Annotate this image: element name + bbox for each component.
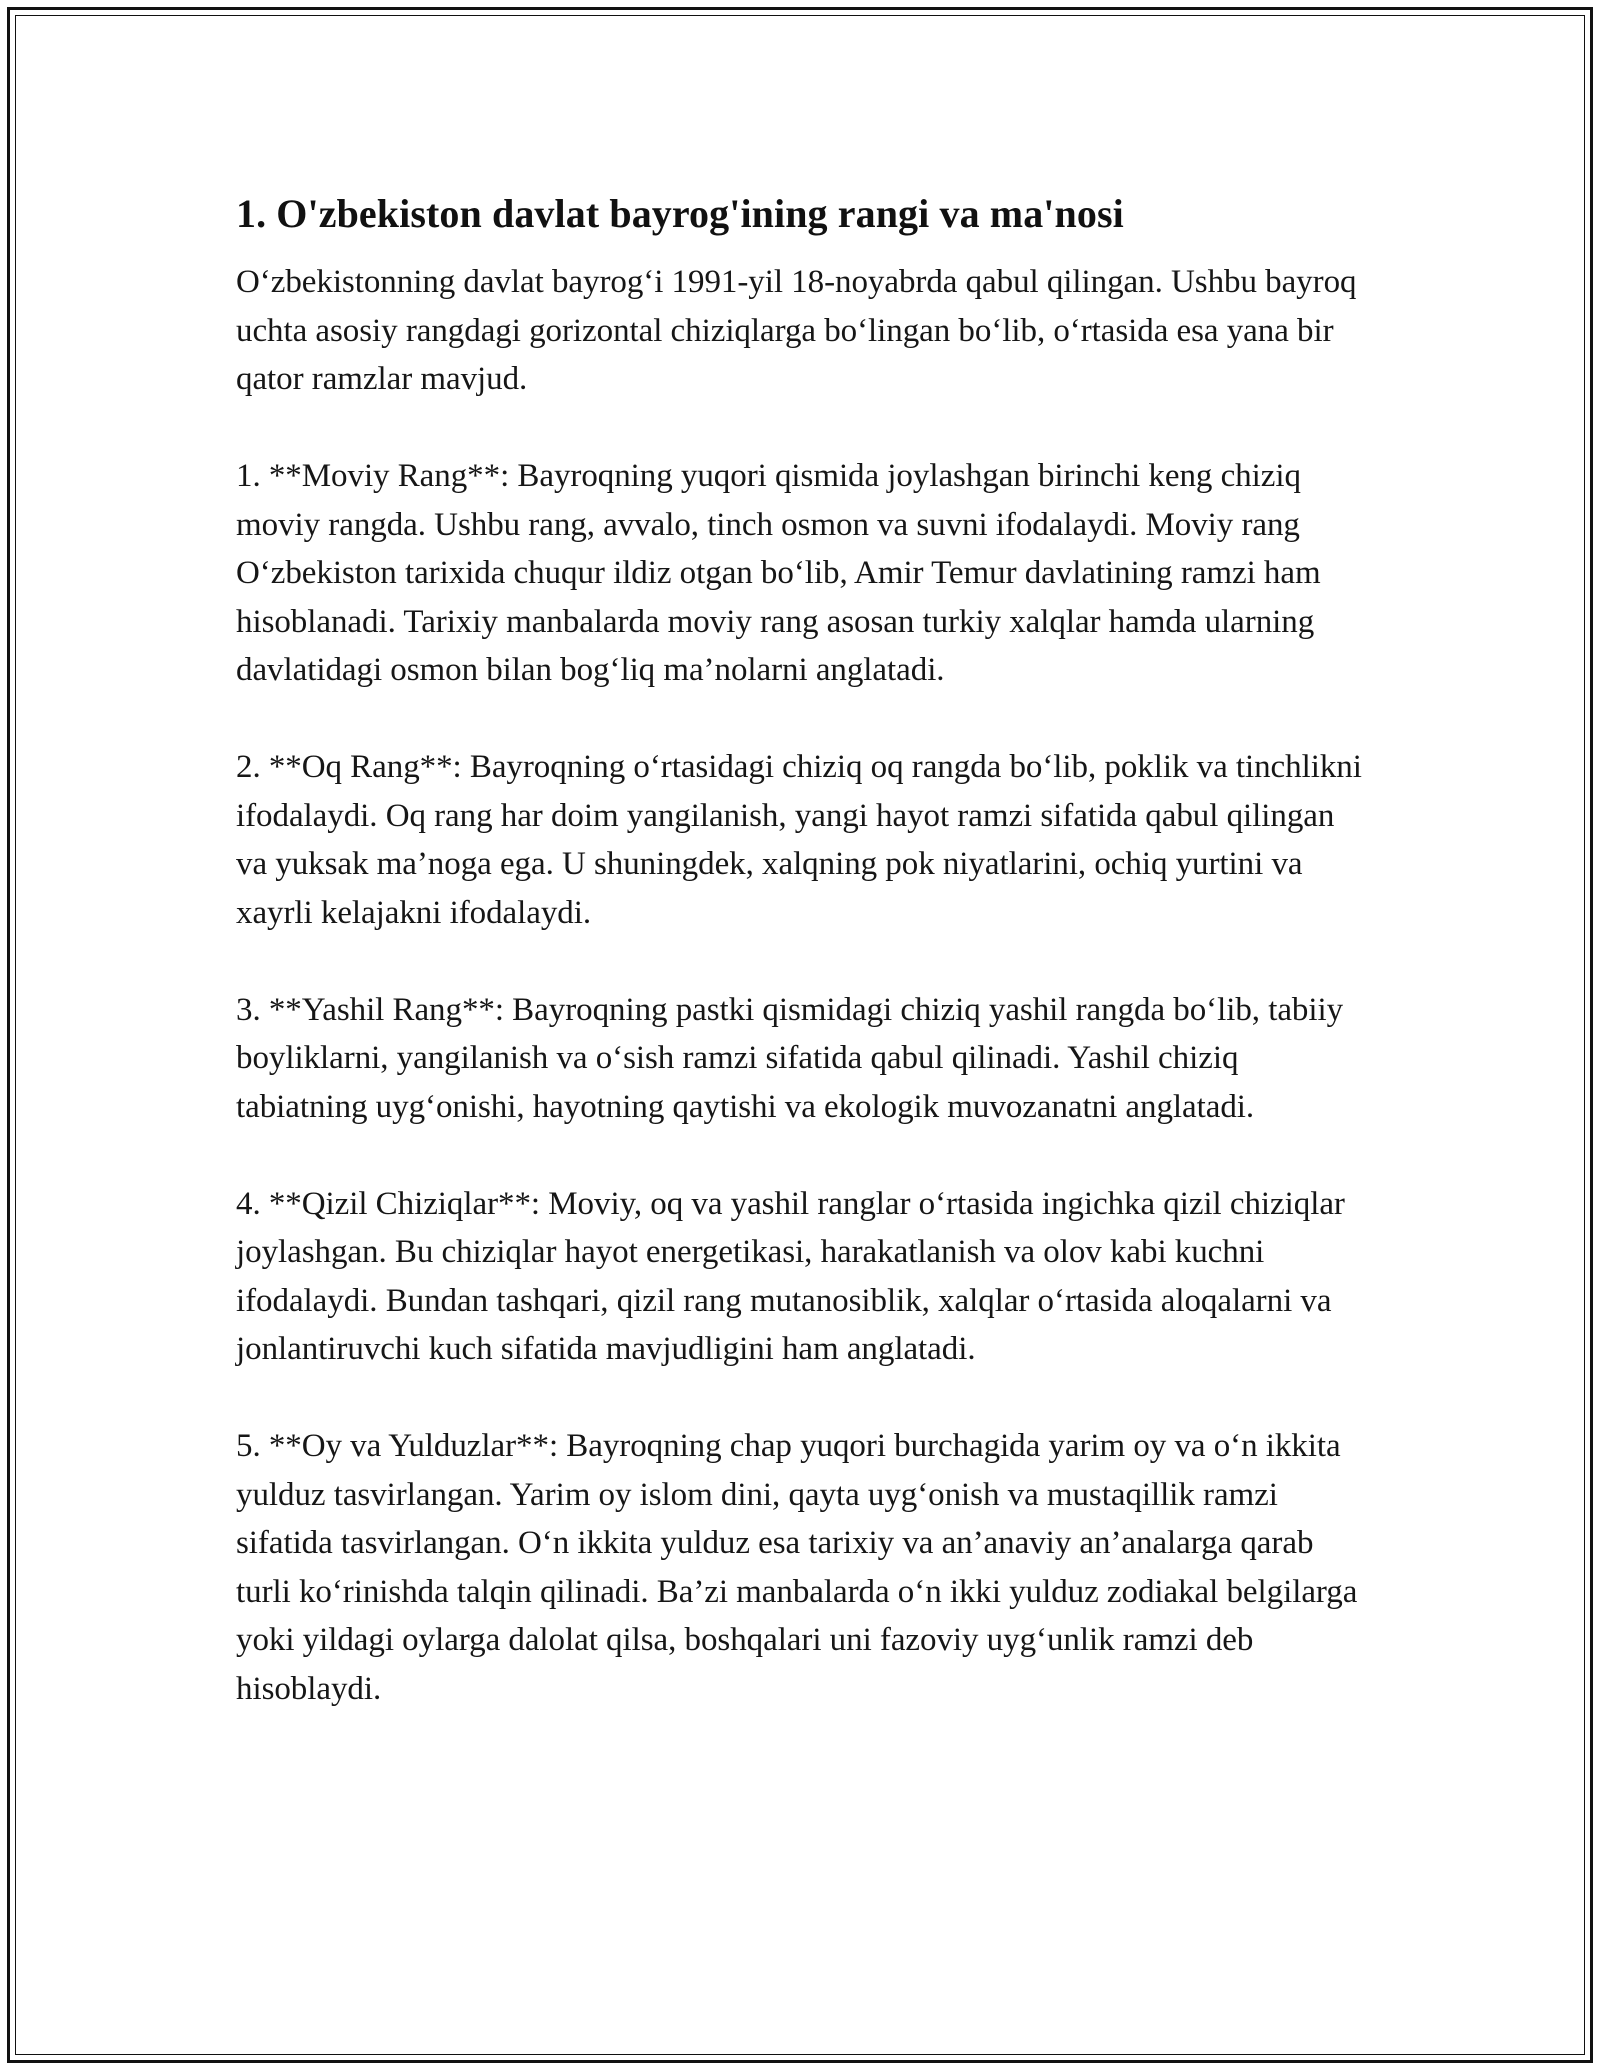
paragraph-yashil-rang: 3. **Yashil Rang**: Bayroqning pastki qismidagi chiziq yashil rangda bo‘lib, tabiiy boyliklarni, yangilanish va o‘sish ramzi sifatida qabul qilinadi. Yashil chiziq tabiatning uyg‘onishi, hayotning qaytishi va ekologik muvozanatni anglatadi. — [236, 991, 1344, 1125]
document-body — [236, 188, 1366, 1713]
paragraph-moviy-rang: 1. **Moviy Rang**: Bayroqning yuqori qismida joylashgan birinchi keng chiziq moviy rangda. Ushbu rang, avvalo, tinch osmon va suvni ifodalaydi. Moviy rang O‘zbekiston tarixida chuqur ildiz otgan bo‘lib, Amir Temur davlatining ramzi ham hisoblanadi. Tarixiy manbalarda moviy rang asosan turkiy xalqlar hamda ularning davlatidagi osmon bilan bog‘liq ma’nolarni anglatadi. — [236, 458, 1321, 688]
paragraph-qizil-chiziqlar: 4. **Qizil Chiziqlar**: Moviy, oq va yashil ranglar o‘rtasida ingichka qizil chiziqlar joylashgan. Bu chiziqlar hayot energetikasi, harakatlanish va olov kabi kuchni ifodalaydi. Bundan tashqari, qizil rang mutanosiblik, xalqlar o‘rtasida aloqalarni va jonlantiruvchi kuch sifatida mavjudligini ham anglatadi. — [236, 1185, 1345, 1367]
document-title: 1. O'zbekiston davlat bayrog'ining rangi va ma'nosi — [236, 191, 1124, 236]
paragraph-oq-rang: 2. **Oq Rang**: Bayroqning o‘rtasidagi chiziq oq rangda bo‘lib, poklik va tinchlikni ifodalaydi. Oq rang har doim yangilanish, yangi hayot ramzi sifatida qabul qilingan va yuksak ma’noga ega. U shuningdek, xalqning pok niyatlarini, ochiq yurtini va xayrli kelajakni ifodalaydi. — [236, 749, 1362, 931]
paragraph-intro: O‘zbekistonning davlat bayrog‘i 1991-yil 18-noyabrda qabul qilingan. Ushbu bayroq uchta asosiy rangdagi gorizontal chiziqlarga bo‘lingan bo‘lib, o‘rtasida esa yana bir qator ramzlar mavjud. — [236, 264, 1357, 397]
paragraph-oy-va-yulduzlar: 5. **Oy va Yulduzlar**: Bayroqning chap yuqori burchagida yarim oy va o‘n ikkita yulduz tasvirlangan. Yarim oy islom dini, qayta uyg‘onish va mustaqillik ramzi sifatida tasvirlangan. O‘n ikkita yulduz esa tarixiy va an’anaviy an’analarga qarab turli ko‘rinishda talqin qilinadi. Ba’zi manbalarda o‘n ikki yulduz zodiakal belgilarga yoki yildagi oylarga dalolat qilsa, boshqalari uni fazoviy uyg‘unlik ramzi deb hisoblaydi. — [236, 1428, 1358, 1707]
